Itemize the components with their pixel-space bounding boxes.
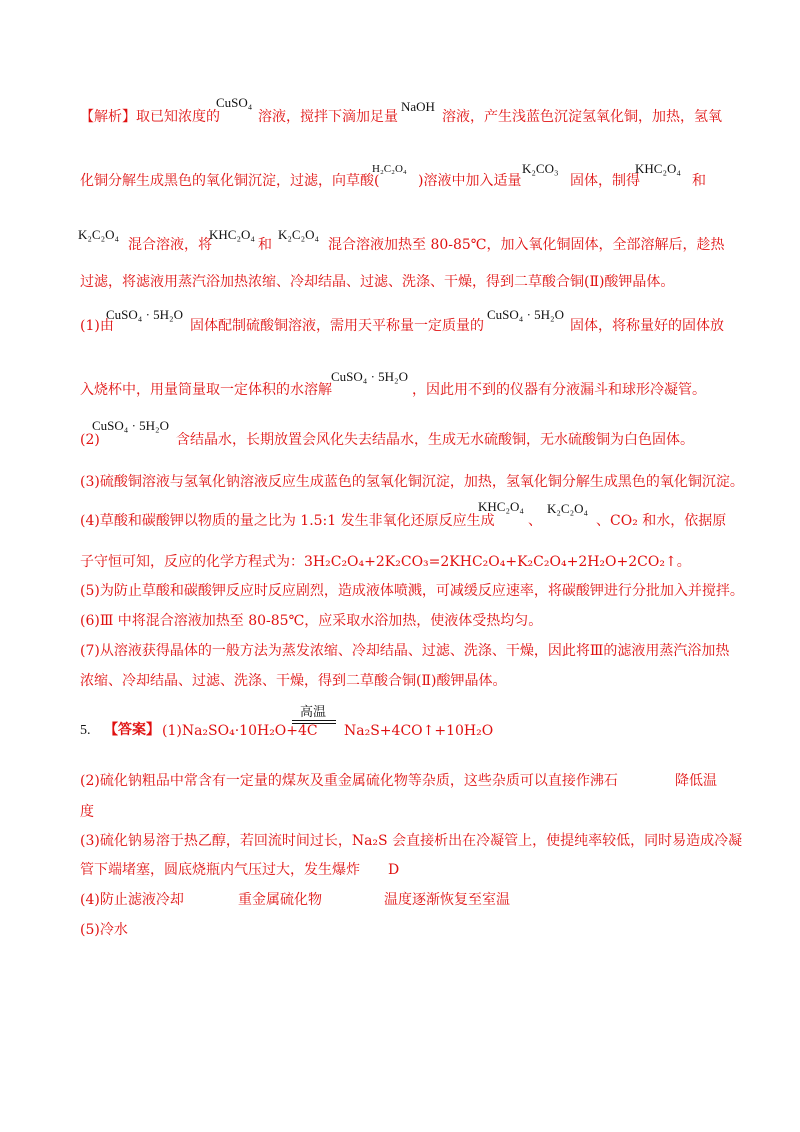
analysis-line-3c: 混合溶液加热至 80-85℃，加入氧化铜固体，全部溶解后，趁热 (328, 237, 725, 253)
answer-5-text: (5)冷水 (80, 922, 128, 938)
formula-khc2o4-3: KHC₂O₄ (478, 499, 524, 514)
formula-h2c2o4: H₂C₂O₄ (372, 163, 407, 175)
q4-line-1b: 、 (528, 513, 542, 529)
formula-cuso4-5h2o-2: CuSO₄ · 5H₂O (487, 307, 564, 322)
q1-line-1a: (1)由 (80, 318, 114, 334)
analysis-line-2a: 化铜分解生成黑色的氧化铜沉淀，过滤，向草酸( (80, 173, 380, 189)
analysis-line-2c: 固体，制得 (570, 173, 640, 189)
analysis-line-4: 过滤，将滤液用蒸汽浴加热浓缩、冷却结晶、过滤、洗涤、干燥，得到二草酸合铜(Ⅱ)酸钾晶体。 (80, 274, 675, 290)
q5-text: (5)为防止草酸和碳酸钾反应时反应剧烈，造成液体喷溅，可减缓反应速率，将碳酸钾进行分批加入并搅拌。 (80, 583, 744, 599)
analysis-line-1c: 溶液，产生浅蓝色沉淀氢氧化铜，加热，氢氧 (442, 109, 722, 125)
answer-equation-rhs: Na₂S+4CO↑+10H₂O (344, 723, 494, 739)
answer-3-choice: D (388, 862, 400, 878)
analysis-line-1b: 溶液，搅拌下滴加足量 (258, 109, 398, 125)
q2-label: (2) (80, 432, 100, 448)
q7-line-1: (7)从溶液获得晶体的一般方法为蒸发浓缩、冷却结晶、过滤、洗涤、干燥，因此将Ⅲ的滤液用蒸汽浴加热 (80, 643, 730, 659)
answer-2-tail: 度 (80, 804, 94, 820)
answer-4-a: (4)防止滤液冷却 (80, 892, 184, 908)
q6-text: (6)Ⅲ 中将混合溶液加热至 80-85℃，应采取水浴加热，使液体受热均匀。 (80, 613, 543, 629)
answer-3-line-1: (3)硫化钠易溶于热乙醇，若回流时间过长，Na₂S 会直接析出在冷凝管上，使提纯率较低，同时易造成冷凝 (80, 833, 743, 849)
analysis-line-2b: )溶液中加入适量 (418, 173, 522, 189)
q4-equation-line: 子守恒可知，反应的化学方程式为：3H₂C₂O₄+2K₂CO₃=2KHC₂O₄+K₂C₂O₄+2H₂O+2CO₂↑。 (80, 554, 691, 570)
q1-line-2a: 入烧杯中，用量筒量取一定体积的水溶解 (80, 382, 332, 398)
formula-cuso4-5h2o: CuSO₄ · 5H₂O (106, 307, 183, 322)
formula-cuso4-5h2o-3: CuSO₄ · 5H₂O (331, 369, 408, 384)
formula-khc2o4: KHC₂O₄ (635, 161, 681, 176)
answer-tag: 【答案】 (104, 722, 160, 738)
analysis-line-3b: 和 (258, 237, 272, 253)
formula-naoh: NaOH (401, 99, 435, 114)
analysis-line-1a: 【解析】取已知浓度的 (80, 109, 220, 125)
q1-line-2b: ，因此用不到的仪器有分液漏斗和球形冷凝管。 (412, 382, 706, 398)
answer-4-c: 温度逐渐恢复至室温 (384, 892, 510, 908)
reaction-condition: 高温 (300, 704, 327, 719)
formula-k2c2o4: K₂C₂O₄ (78, 227, 120, 242)
answer-3-line-2: 管下端堵塞，圆底烧瓶内气压过大，发生爆炸 (80, 862, 360, 878)
formula-k2co3: K₂CO₃ (522, 161, 559, 176)
formula-cuso4-5h2o-4: CuSO₄ · 5H₂O (92, 418, 169, 433)
answer-2-blank: 降低温 (675, 773, 717, 789)
q3-text: (3)硫酸铜溶液与氢氧化钠溶液反应生成蓝色的氢氧化铜沉淀，加热，氢氧化铜分解生成黑色的氧化铜沉淀。 (80, 474, 744, 490)
answer-equation-lhs: (1)Na₂SO₄·10H₂O+4C (162, 723, 318, 739)
q4-line-1c: 、CO₂ 和水，依据原 (596, 513, 727, 529)
q4-line-1a: (4)草酸和碳酸钾以物质的量之比为 1.5:1 发生非氧化还原反应生成 (80, 513, 495, 529)
formula-k2c2o4-2: K₂C₂O₄ (278, 227, 320, 242)
answer-2-text: (2)硫化钠粗品中常含有一定量的煤灰及重金属硫化物等杂质，这些杂质可以直接作沸石 (80, 773, 618, 789)
q2-text: 含结晶水，长期放置会风化失去结晶水，生成无水硫酸铜，无水硫酸铜为白色固体。 (176, 432, 694, 448)
formula-khc2o4-2: KHC₂O₄ (209, 227, 255, 242)
equals-sign-bottom (292, 723, 336, 724)
q1-line-1b: 固体配制硫酸铜溶液，需用天平称量一定质量的 (190, 318, 484, 334)
answer-4-b: 重金属硫化物 (238, 892, 322, 908)
analysis-line-2d: 和 (692, 173, 706, 189)
formula-k2c2o4-3: K₂C₂O₄ (547, 501, 589, 516)
q7-line-2: 浓缩、冷却结晶、过滤、洗涤、干燥，得到二草酸合铜(Ⅱ)酸钾晶体。 (80, 673, 507, 689)
analysis-line-3a: 混合溶液，将 (128, 237, 212, 253)
formula-cuso4: CuSO₄ (216, 95, 253, 110)
equals-sign-top (292, 720, 336, 721)
q1-line-1c: 固体，将称量好的固体放 (570, 318, 724, 334)
answer-number: 5. (80, 723, 91, 738)
